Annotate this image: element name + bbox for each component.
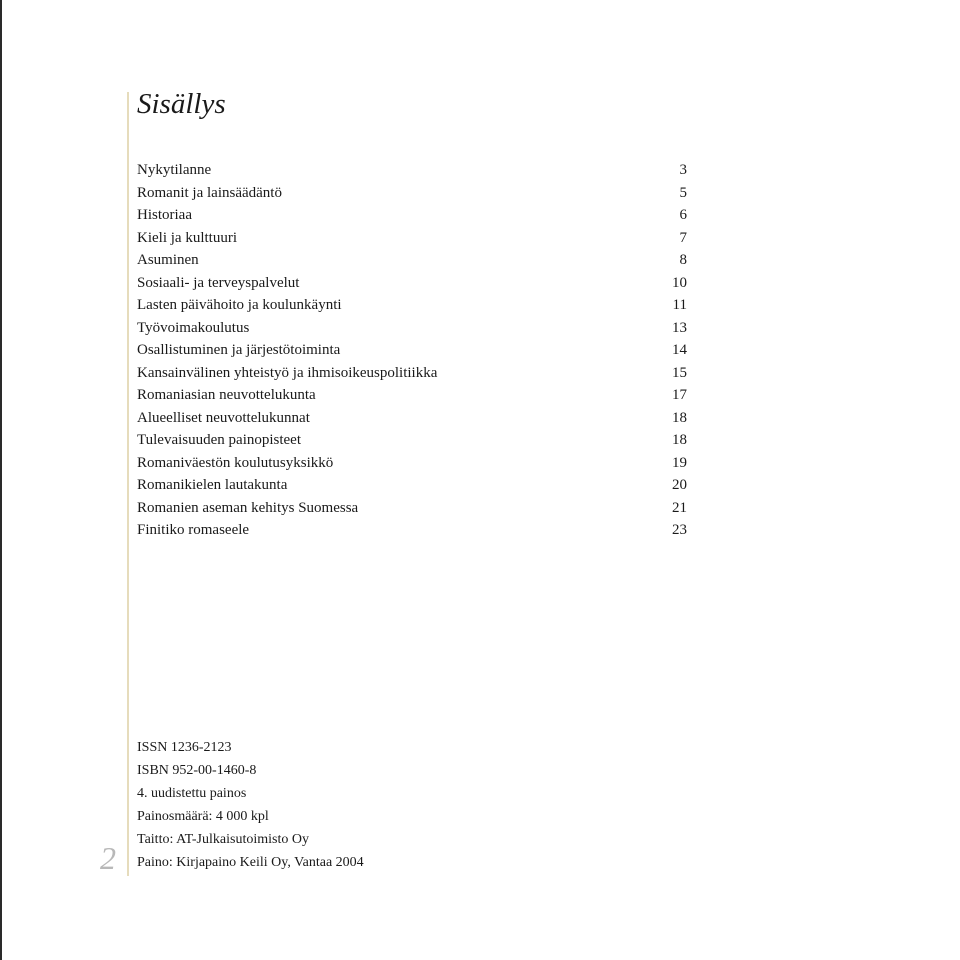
toc-entry-label: Romaniasian neuvottelukunta [137,387,316,403]
toc-entry-label: Finitiko romaseele [137,522,250,538]
toc-entry-label: Osallistuminen ja järjestötoiminta [137,342,341,358]
toc-entry-page: 20 [672,477,687,493]
toc-entry [137,272,687,295]
table-of-contents [137,159,687,542]
page-edge-border [0,0,2,960]
toc-entry [137,362,687,385]
toc-entry-page: 8 [679,252,687,268]
colophon-line: ISSN 1236-2123 [137,740,232,755]
toc-entry-label: Kansainvälinen yhteistyö ja ihmisoikeuspolitiikka [137,364,438,381]
toc-entry-label: Alueelliset neuvottelukunnat [137,409,310,426]
toc-entry-label: Romanikielen lautakunta [137,477,288,493]
colophon-line: 4. uudistettu painos [137,786,247,801]
vertical-rule [127,92,129,876]
toc-entry-label: Sosiaali- ja terveyspalvelut [137,274,300,291]
toc-entry-page: 6 [679,207,687,223]
toc-entry-label: Tulevaisuuden painopisteet [137,432,302,448]
toc-entry-page: 13 [672,319,687,336]
page-number: 2 [100,840,116,876]
toc-entry-page: 5 [679,184,687,201]
toc-entry-label: Romanit ja lainsäädäntö [137,184,282,201]
toc-entry [137,227,687,250]
toc-entry-page: 3 [679,162,687,178]
toc-entry-page: 17 [672,387,687,403]
toc-entry-label: Asuminen [137,252,199,268]
colophon-line: Painosmäärä: 4 000 kpl [137,809,269,824]
toc-entry-label: Romanien aseman kehitys Suomessa [137,499,359,516]
colophon-line: Taitto: AT-Julkaisutoimisto Oy [137,832,309,847]
toc-entry-page: 23 [672,522,687,538]
toc-entry [137,294,687,317]
toc-entry [137,249,687,272]
toc-entry-label: Nykytilanne [137,162,212,178]
toc-entry-page: 15 [672,364,687,381]
toc-entry [137,474,687,497]
toc-entry-page: 18 [672,409,687,426]
toc-entry [137,452,687,475]
toc-entry-page: 19 [672,454,687,471]
toc-entry-page: 10 [672,274,687,291]
toc-entry-page: 21 [672,499,687,516]
toc-entry [137,497,687,520]
colophon [137,736,364,874]
toc-entry-page: 18 [672,432,687,448]
page-title: Sisällys [137,88,226,120]
toc-entry-label: Kieli ja kulttuuri [137,229,237,246]
toc-entry [137,182,687,205]
toc-entry [137,317,687,340]
toc-entry-page: 11 [672,297,687,313]
toc-entry [137,429,687,452]
toc-entry [137,519,687,542]
toc-entry-page: 14 [672,342,687,358]
toc-entry [137,159,687,182]
toc-entry-label: Työvoimakoulutus [137,319,250,336]
toc-entry-label: Lasten päivähoito ja koulunkäynti [137,297,342,313]
toc-entry [137,407,687,430]
colophon-line: ISBN 952-00-1460-8 [137,763,257,778]
toc-entry [137,204,687,227]
toc-entry-label: Historiaa [137,207,192,223]
colophon-line: Paino: Kirjapaino Keili Oy, Vantaa 2004 [137,855,364,870]
toc-entry-label: Romaniväestön koulutusyksikkö [137,454,334,471]
toc-entry [137,384,687,407]
toc-entry [137,339,687,362]
toc-entry-page: 7 [679,229,687,246]
